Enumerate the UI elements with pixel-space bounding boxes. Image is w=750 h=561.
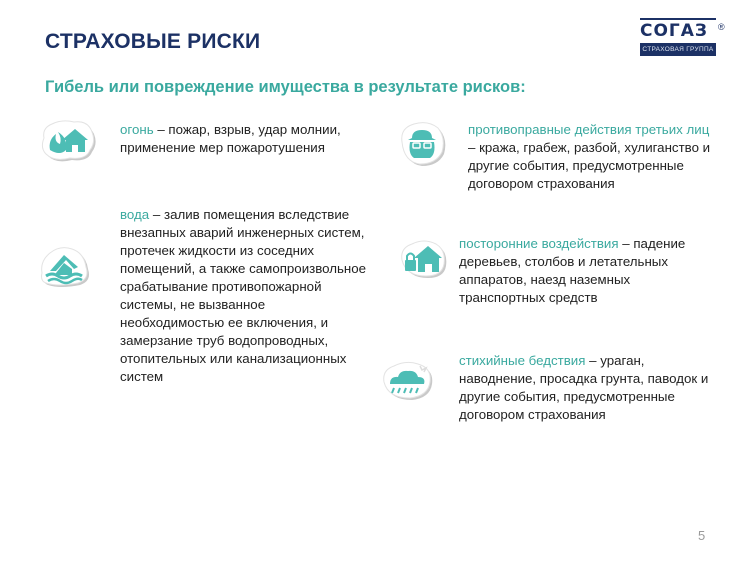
risk-description: кража, грабеж, разбой, хулиганство и другие события, предусмотренные договором страхования — [468, 140, 711, 191]
logo-wordmark: СОГАЗ — [640, 21, 708, 41]
locked-house-icon — [400, 240, 450, 280]
risk-description: падение деревьев, столбов и летательных аппаратов, наезд наземных транспортных средств — [459, 236, 686, 305]
risk-term: огонь — [120, 122, 154, 137]
risk-water: вода – залив помещения вследствие внезапных аварий инженерных систем, протечек жидкости из соседних помещений, а также самопроизвольное срабатывание противопожарной системы, не вызванное необходимостью ее включения, и замерзание труб водопроводных, отопительных или канализационных систем — [120, 207, 367, 384]
risk-natural: стихийные бедствия – ураган, наводнение, просадка грунта, паводок и другие события, предусмотренные договором страхования — [459, 353, 709, 422]
risk-term: посторонние воздействия — [459, 236, 619, 251]
storm-cloud-icon — [380, 360, 436, 402]
risk-description: ураган, наводнение, просадка грунта, паводок и другие события, предусмотренные договором страхования — [459, 353, 709, 422]
risk-term: вода — [120, 207, 150, 222]
risk-term: противоправные действия третьих лиц — [468, 122, 710, 137]
risk-term: стихийные бедствия — [459, 353, 586, 368]
logo-tagline: СТРАХОВАЯ ГРУППА — [640, 43, 716, 56]
flood-house-icon — [36, 245, 94, 289]
page-subtitle: Гибель или повреждение имущества в результате рисков: — [45, 78, 526, 96]
page-title: СТРАХОВЫЕ РИСКИ — [45, 30, 261, 53]
registered-mark: ® — [718, 22, 725, 32]
risk-fire: огонь – пожар, взрыв, удар молнии, применение мер пожаротушения — [120, 122, 341, 155]
risk-description: залив помещения вследствие внезапных аварий инженерных систем, протечек жидкости из соседних помещений, а также самопроизвольное срабатывание противопожарной системы, не вызванное необходимостью ее включения, и замерзание труб водопроводных, отопительных или канализационных систем — [120, 207, 367, 384]
risk-external: посторонние воздействия – падение деревьев, столбов и летательных аппаратов, наезд наземных транспортных средств — [459, 236, 686, 305]
logo-bar — [640, 18, 716, 20]
risk-description: пожар, взрыв, удар молнии, применение мер пожаротушения — [120, 122, 341, 155]
risk-third-party: противоправные действия третьих лиц – кража, грабеж, разбой, хулиганство и другие события, предусмотренные договором страхования — [468, 122, 711, 191]
sogaz-logo — [640, 18, 730, 56]
page-number: 5 — [698, 528, 706, 543]
burglar-icon — [398, 122, 450, 168]
fire-house-icon — [40, 120, 98, 164]
